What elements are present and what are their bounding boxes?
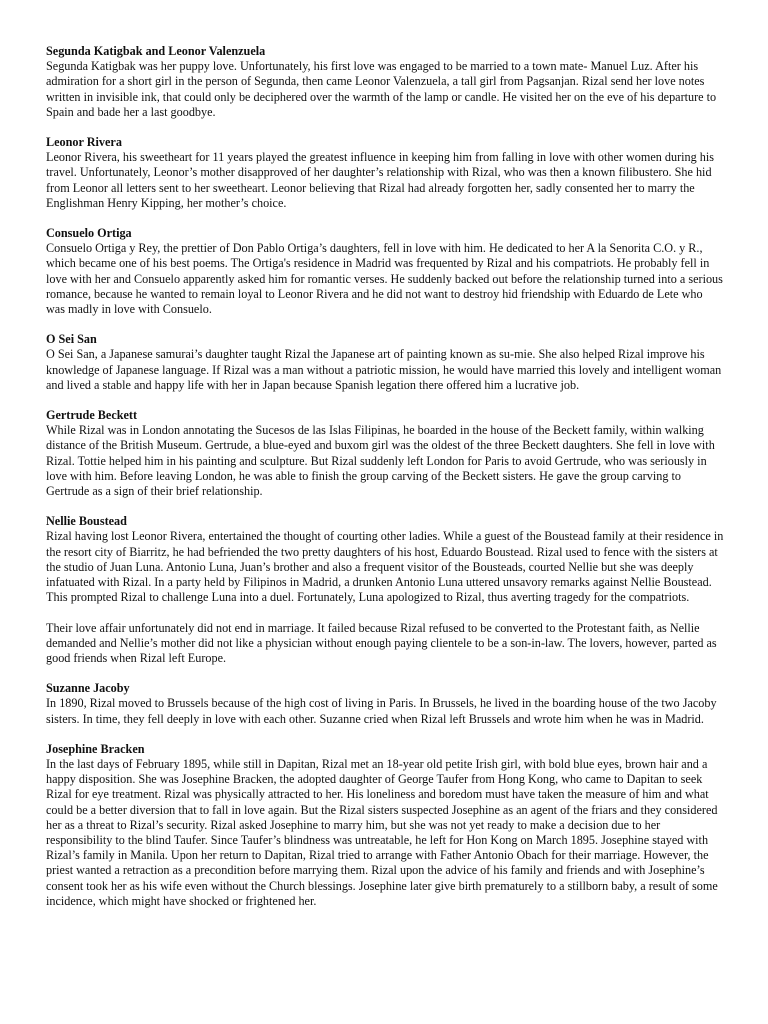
section-heading: Suzanne Jacoby (46, 681, 130, 696)
section-consuelo-ortiga (46, 226, 724, 317)
section-leonor-rivera (46, 135, 724, 211)
section-paragraph: O Sei San, a Japanese samurai’s daughter taught Rizal the Japanese art of painting known as su-mie. She also helped Rizal improve his knowledge of Japanese language. If Rizal was a man without a patriotic mission, he would have married this lovely and intelligent woman and lived a stable and happy life with her in Japan because Spanish legation there offered him a lucrative job. (46, 347, 722, 392)
section-heading: Segunda Katigbak and Leonor Valenzuela (46, 44, 266, 58)
section-heading: Josephine Bracken (46, 741, 145, 756)
section-josephine-bracken (46, 742, 724, 909)
section-heading: Leonor Rivera (46, 135, 122, 150)
section-heading: Gertrude Beckett (46, 408, 138, 423)
section-paragraph: In the last days of February 1895, while still in Dapitan, Rizal met an 18-year old petite Irish girl, with bold blue eyes, brown hair and a happy disposition. She was Josephine Bracken, the adopted daughter of George Taufer from Hong Kong, who came to Dapitan to seek Rizal for eye treatment. Rizal was physically attracted to her. His loneliness and boredom must have taken the measure of him and what could be a better diversion that to fall in love again. But the Rizal sisters suspected Josephine as an agent of the friars and they considered her as a threat to Rizal’s security. Rizal asked Josephine to marry him, but she was not yet ready to make a decision due to her responsibility to the blind Taufer. Since Taufer’s blindness was untreatable, he left for Hon Kong on March 1895. Josephine stayed with Rizal’s family in Manila. Upon her return to Dapitan, Rizal tried to arrange with Father Antonio Obach for their marriage. However, the priest wanted a retraction as a precondition before marrying them. Rizal upon the advice of his family and friends and with Josephine’s consent took her as his wife even without the Church blessings. Josephine later give birth prematurely to a stillborn baby, a result of some incidence, which might have shocked or frightened her. (46, 756, 718, 908)
section-paragraph: In 1890, Rizal moved to Brussels because of the high cost of living in Paris. In Brussels, he lived in the boarding house of the two Jacoby sisters. In time, they fell deeply in love with each other. Suzanne cried when Rizal left Brussels and wrote him when he was in Madrid. (46, 696, 717, 726)
section-heading: O Sei San (46, 332, 97, 347)
section-paragraph: Their love affair unfortunately did not end in marriage. It failed because Rizal refused to be converted to the Protestant faith, as Nellie demanded and Nellie’s mother did not like a physician without enough paying clientele to be a son-in-law. The lovers, however, parted as good friends when Rizal left Europe. (46, 620, 717, 665)
section-paragraph: Consuelo Ortiga y Rey, the prettier of Don Pablo Ortiga’s daughters, fell in love with him. He dedicated to her A la Senorita C.O. y R., which became one of his best poems. The Ortiga's residence in Madrid was frequented by Rizal and his compatriots. He probably fell in love with her and Consuelo apparently asked him for romantic verses. He suddenly backed out before the relationship turned into a serious romance, because he wanted to remain loyal to Leonor Rivera and he did not want to destroy hid friendship with Eduardo de Lete who was madly in love with Consuelo. (46, 241, 723, 317)
section-paragraph: Leonor Rivera, his sweetheart for 11 years played the greatest influence in keeping him from falling in love with other women during his travel. Unfortunately, Leonor’s mother disapproved of her daughter’s relationship with Rizal, who was then a known filibustero. She hid from Leonor all letters sent to her sweetheart. Leonor believing that Rizal had already forgotten her, sadly consented her to marry the Englishman Henry Kipping, her mother’s choice. (46, 150, 714, 210)
section-paragraph: While Rizal was in London annotating the Sucesos de las Islas Filipinas, he boarded in the house of the Beckett family, within walking distance of the British Museum. Gertrude, a blue-eyed and buxom girl was the oldest of the three Beckett daughters. She fell in love with Rizal. Tottie helped him in his painting and sculpture. But Rizal suddenly left London for Paris to avoid Gertrude, who was seriously in love with him. Before leaving London, he was able to finish the group carving of the Beckett sisters. He gave the group carving to Gertrude as a sign of their brief relationship. (46, 423, 715, 499)
section-o-sei-san (46, 332, 724, 393)
section-heading: Consuelo Ortiga (46, 226, 132, 241)
section-paragraph: Rizal having lost Leonor Rivera, entertained the thought of courting other ladies. While a guest of the Boustead family at their residence in the resort city of Biarritz, he had befriended the two pretty daughters of his host, Eduardo Boustead. Rizal used to fence with the sisters at the studio of Juan Luna. Antonio Luna, Juan’s brother and also a frequent visitor of the Bousteads, courted Nellie but she was deeply infatuated with Rizal. In a party held by Filipinos in Madrid, a drunken Antonio Luna uttered unsavory remarks against Nellie Boustead. This prompted Rizal to challenge Luna into a duel. Fortunately, Luna apologized to Rizal, thus averting tragedy for the compatriots. (46, 529, 724, 605)
section-suzanne-jacoby (46, 681, 724, 727)
section-heading: Nellie Boustead (46, 514, 127, 529)
section-paragraph: Segunda Katigbak was her puppy love. Unfortunately, his first love was engaged to be married to a town mate- Manuel Luz. After his admiration for a short girl in the person of Segunda, then came Leonor Valenzuela, a tall girl from Pagsanjan. Rizal send her love notes written in invisible ink, that could only be deciphered over the warmth of the lamp or candle. He visited her on the eve of his departure to Spain and bade her a last goodbye. (46, 59, 717, 119)
section-katigbak-valenzuela (46, 44, 724, 120)
section-gertrude-beckett (46, 408, 724, 499)
section-nellie-boustead (46, 514, 724, 666)
document-page (46, 44, 724, 924)
